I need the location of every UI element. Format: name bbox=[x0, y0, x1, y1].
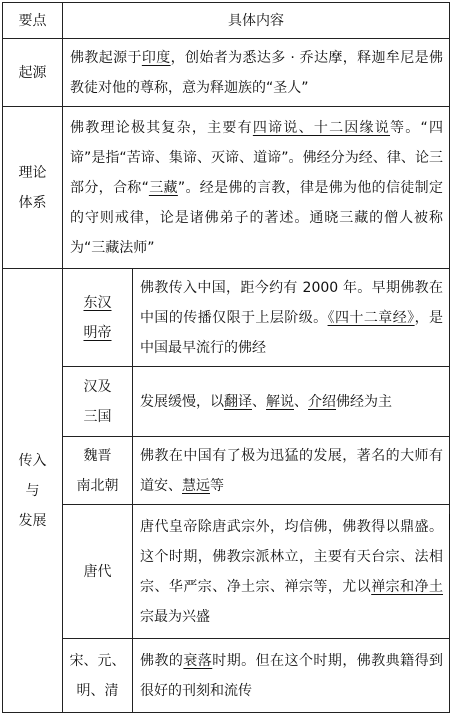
period-content-tang bbox=[133, 505, 450, 639]
theory-title-line2: 体系 bbox=[18, 194, 47, 211]
underlined-text: 印度 bbox=[141, 49, 171, 66]
period-name-han-three-kingdoms bbox=[63, 367, 133, 437]
text-segment: 佛教传入中国，距今约有 2000 年。早期佛教在中国的传播仅限于上层阶级。 bbox=[140, 279, 443, 326]
period-name-line1: 宋、元、 bbox=[69, 652, 126, 669]
theory-content bbox=[63, 107, 450, 269]
spread-row-2 bbox=[3, 367, 450, 437]
buddhism-summary-table bbox=[2, 2, 450, 713]
theory-title-line1: 理论 bbox=[18, 164, 47, 181]
underlined-text: 慧远 bbox=[182, 477, 210, 494]
period-name-line1: 汉及 bbox=[83, 378, 112, 395]
spread-title-line1: 传入 bbox=[18, 452, 47, 469]
origin-title: 起源 bbox=[3, 39, 63, 107]
spread-title-line3: 发展 bbox=[18, 512, 47, 529]
period-content-han-three-kingdoms bbox=[133, 367, 450, 437]
text-segment: 等 bbox=[210, 477, 224, 494]
spread-title-line2: 与 bbox=[25, 482, 40, 499]
header-specific-content: 具体内容 bbox=[63, 3, 450, 39]
theory-title bbox=[3, 107, 63, 269]
text-segment: 等。“四谛”是指“苦谛、集谛、灭谛、道谛”。佛经分为经、律、论三部分，合称“ bbox=[70, 119, 444, 196]
text-cursor bbox=[449, 514, 450, 530]
period-name-line2: 明、清 bbox=[76, 682, 119, 699]
period-content-song-yuan-ming-qing bbox=[133, 639, 450, 713]
text-segment: 、 bbox=[252, 393, 266, 410]
spread-row-3 bbox=[3, 437, 450, 505]
underlined-text: 三藏 bbox=[148, 179, 178, 196]
underlined-text: 禅宗和净土 bbox=[371, 578, 444, 595]
spread-title bbox=[3, 269, 63, 713]
theory-row bbox=[3, 107, 450, 269]
origin-row bbox=[3, 39, 450, 107]
text-segment: 时期。但在这个时期，佛教典籍得到很好的刊刻和流传 bbox=[140, 652, 444, 699]
period-content-wei-jin bbox=[133, 437, 450, 505]
text-segment: 佛经为主 bbox=[336, 393, 392, 410]
underlined-text: 衰落 bbox=[183, 652, 213, 669]
text-segment: ，创始者为悉达多 · 乔达摩，释迦牟尼是佛教徒对他的尊称，意为释迦族的“圣人” bbox=[70, 49, 444, 96]
origin-content bbox=[63, 39, 450, 107]
underlined-text: 介绍 bbox=[308, 393, 336, 410]
period-name-line2: 明帝 bbox=[83, 324, 112, 341]
period-name-line1: 魏晋 bbox=[83, 447, 112, 464]
header-key-points: 要点 bbox=[3, 3, 63, 39]
text-segment: 发展缓慢，以 bbox=[140, 393, 224, 410]
text-segment: 佛教在中国有了极为迅猛的发展，著名的大师有道安、 bbox=[140, 447, 443, 494]
underlined-text: 《四十二章经》 bbox=[327, 309, 415, 326]
text-segment: 宗最为兴盛 bbox=[140, 608, 210, 625]
spread-row-4 bbox=[3, 505, 450, 639]
underlined-text: 翻译 bbox=[224, 393, 252, 410]
period-name-line1: 东汉 bbox=[83, 294, 112, 311]
text-segment: 佛教理论极其复杂，主要有 bbox=[70, 119, 253, 136]
underlined-text: 解说 bbox=[266, 393, 294, 410]
period-name-wei-jin bbox=[63, 437, 133, 505]
period-name-line1: 唐代 bbox=[83, 563, 112, 580]
text-segment: ”。经是佛的言教，律是佛为他的信徒制定的守则戒律，论是诸佛弟子的著述。通晓三藏的僧人被称为“三藏法师” bbox=[70, 179, 443, 256]
text-segment: 唐代皇帝除唐武宗外，均信佛，佛教得以鼎盛。这个时期，佛教宗派林立，主要有天台宗、法相宗、华严宗、净土宗、禅宗等，尤以 bbox=[140, 518, 443, 595]
period-name-song-yuan-ming-qing bbox=[63, 639, 133, 713]
period-name-tang bbox=[63, 505, 133, 639]
header-row bbox=[3, 3, 450, 39]
text-segment: ，是中国最早流行的佛经 bbox=[140, 309, 444, 356]
text-segment: 佛教起源于 bbox=[70, 49, 142, 66]
period-name-line2: 三国 bbox=[83, 408, 112, 425]
spread-row-5 bbox=[3, 639, 450, 713]
text-segment: 佛教的 bbox=[140, 652, 184, 669]
period-name-eastern-han bbox=[63, 269, 133, 367]
period-name-line2: 南北朝 bbox=[76, 477, 119, 494]
text-segment: 、 bbox=[294, 393, 308, 410]
underlined-text: 四谛说、十二因缘说 bbox=[252, 119, 391, 136]
period-content-eastern-han bbox=[133, 269, 450, 367]
spread-row-1 bbox=[3, 269, 450, 367]
